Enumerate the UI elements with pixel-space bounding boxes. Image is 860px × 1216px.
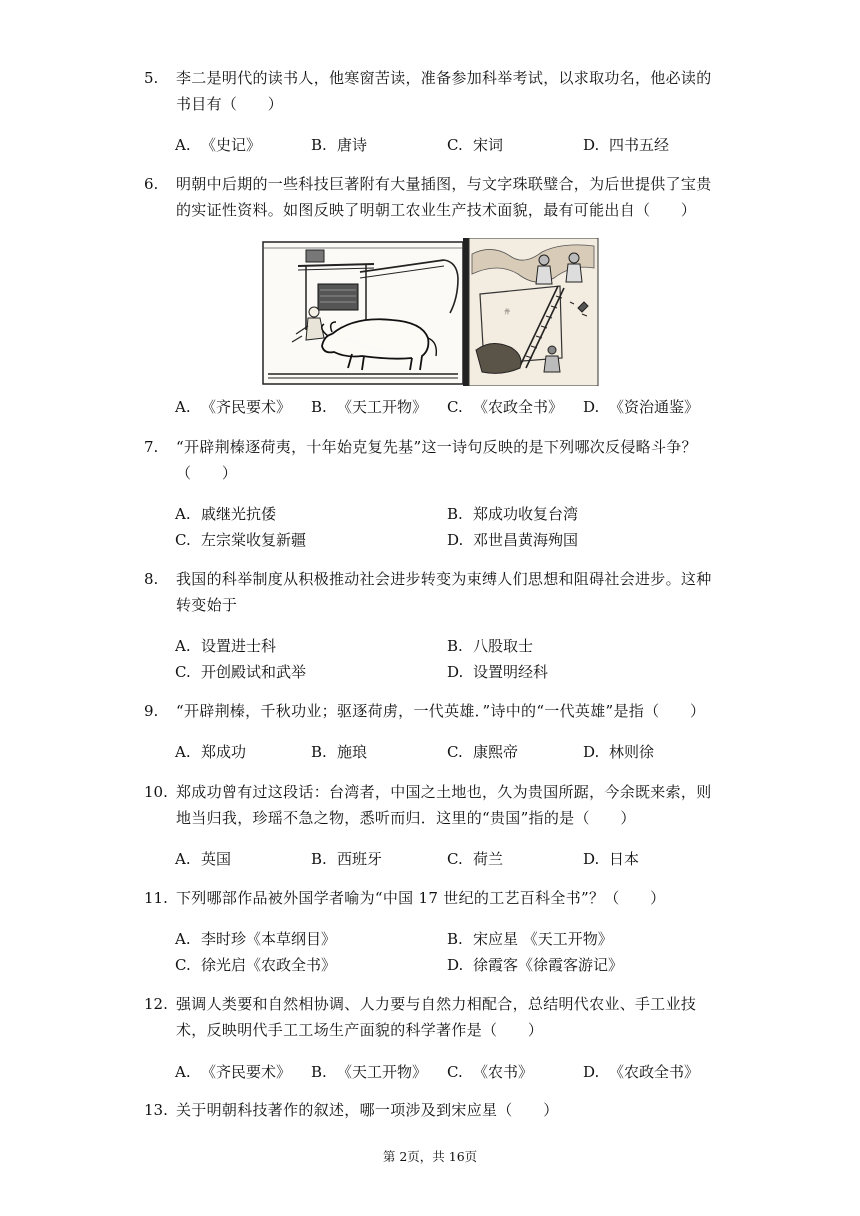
option-5c: C. 宋词 xyxy=(447,136,504,154)
question-number: 12. xyxy=(144,995,168,1013)
question-number: 11. xyxy=(144,889,168,907)
woodblock-illustration xyxy=(262,238,600,386)
option-11a: A. 李时珍《本草纲目》 xyxy=(175,930,337,948)
option-11b: B. 宋应星 《天工开物》 xyxy=(447,930,613,948)
option-10d: D. 日本 xyxy=(583,850,640,868)
question-number: 5. xyxy=(144,69,159,87)
question-stem: “开辟荆榛，千秋功业；驱逐荷虏，一代英雄．”诗中的“一代英雄”是指（ ） xyxy=(176,702,706,720)
option-5b: B. 唐诗 xyxy=(311,136,368,154)
option-12c: C. 《农书》 xyxy=(447,1063,534,1081)
question-stem: 郑成功曾有过这段话：台湾者，中国之土地也，久为贵国所踞，今余既来索，则地当归我，珍瑶不急之物，悉听而归．这里的“贵国”指的是（ ） xyxy=(176,783,712,827)
svg-text:井: 井 xyxy=(504,309,511,316)
question-stem: 我国的科举制度从积极推动社会进步转变为束缚人们思想和阻碍社会进步。这种转变始于 xyxy=(176,570,712,614)
option-9b: B. 施琅 xyxy=(311,743,368,761)
option-7c: C. 左宗棠收复新疆 xyxy=(175,531,307,549)
option-8d: D. 设置明经科 xyxy=(447,663,549,681)
question-stem: 关于明朝科技著作的叙述，哪一项涉及到宋应星（ ） xyxy=(176,1101,559,1119)
question-number: 13. xyxy=(144,1101,168,1119)
option-8c: C. 开创殿试和武举 xyxy=(175,663,307,681)
option-6c: C. 《农政全书》 xyxy=(447,398,564,416)
option-12d: D. 《农政全书》 xyxy=(583,1063,700,1081)
question-stem: 下列哪部作品被外国学者喻为“中国 17 世纪的工艺百科全书”？（ ） xyxy=(176,889,666,907)
option-11c: C. 徐光启《农政全书》 xyxy=(175,956,337,974)
option-5d: D. 四书五经 xyxy=(583,136,670,154)
option-7d: D. 邓世昌黄海殉国 xyxy=(447,531,579,549)
option-6a: A. 《齐民要术》 xyxy=(175,398,292,416)
option-9a: A. 郑成功 xyxy=(175,743,247,761)
question-number: 8. xyxy=(144,570,159,588)
option-7a: A. 戚继光抗倭 xyxy=(175,505,277,523)
option-5a: A. 《史记》 xyxy=(175,136,262,154)
question-number: 7. xyxy=(144,438,159,456)
option-10a: A. 英国 xyxy=(175,850,232,868)
option-11d: D. 徐霞客《徐霞客游记》 xyxy=(447,956,624,974)
question-stem: 强调人类要和自然相协调、人力要与自然力相配合，总结明代农业、手工业技术，反映明代手工工场生产面貌的科学著作是（ ） xyxy=(176,995,697,1039)
option-7b: B. 郑成功收复台湾 xyxy=(447,505,579,523)
option-8a: A. 设置进士科 xyxy=(175,637,277,655)
option-12b: B. 《天工开物》 xyxy=(311,1063,428,1081)
question-number: 9. xyxy=(144,702,159,720)
option-9c: C. 康熙帝 xyxy=(447,743,519,761)
option-6b: B. 《天工开物》 xyxy=(311,398,428,416)
option-9d: D. 林则徐 xyxy=(583,743,655,761)
mining-illustration xyxy=(469,238,598,386)
option-6d: D. 《资治通鉴》 xyxy=(583,398,700,416)
option-12a: A. 《齐民要术》 xyxy=(175,1063,292,1081)
option-10c: C. 荷兰 xyxy=(447,850,504,868)
question-stem: “开辟荆榛逐荷夷，十年始克复先基”这一诗句反映的是下列哪次反侵略斗争？（ ） xyxy=(176,438,697,482)
option-8b: B. 八股取士 xyxy=(447,637,534,655)
question-stem: 明朝中后期的一些科技巨著附有大量插图，与文字珠联璧合，为后世提供了宝贵的实证性资料。如图反映了明朝工农业生产技术面貌，最有可能出自（ ） xyxy=(176,175,712,219)
option-10b: B. 西班牙 xyxy=(311,850,383,868)
ox-mill-illustration xyxy=(263,242,463,384)
question-number: 10. xyxy=(144,783,168,801)
question-number: 6. xyxy=(144,175,159,193)
question-stem: 李二是明代的读书人，他寒窗苦读，准备参加科举考试，以求取功名，他必读的书目有（ ） xyxy=(176,69,712,113)
page-footer: 第 2页，共 16页 xyxy=(382,1149,478,1164)
